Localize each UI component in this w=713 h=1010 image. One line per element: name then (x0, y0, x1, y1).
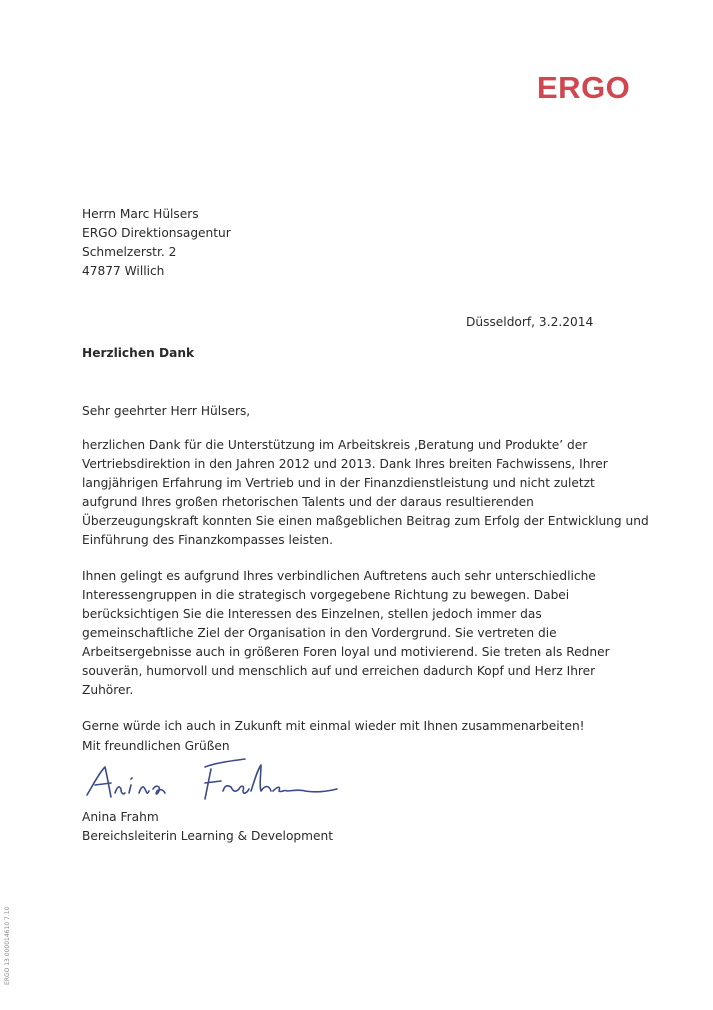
paragraph: Gerne würde ich auch in Zukunft mit einmal wieder mit Ihnen zusammenarbeiten! (82, 719, 585, 733)
paragraph: Ihnen gelingt es aufgrund Ihres verbindlichen Auftretens auch sehr unterschiedliche Interessengruppen in die strategisch vorgegebene Richtung zu bewegen. Dabei berücksichtigen Sie die Interessen des Einzelnen, stellen jedoch immer das gemeinschaftliche Ziel der Organisation in den Vordergrund. Sie vertreten die Arbeitsergebnisse auch in größeren Foren loyal und motivierend. Sie treten als Redner souverän, humorvoll und menschlich auf und erreichen dadurch Kopf und Herz Ihrer Zuhörer. (82, 569, 610, 697)
letter-date: Düsseldorf, 3.2.2014 (466, 315, 594, 329)
letter-subject: Herzlichen Dank (82, 346, 195, 360)
recipient-line: Herrn Marc Hülsers (82, 207, 199, 221)
recipient-line: ERGO Direktionsagentur (82, 226, 231, 240)
form-number: ERGO 13 000014610 7.10 (4, 906, 11, 985)
signer-name: Anina Frahm (82, 810, 159, 824)
paragraph: herzlichen Dank für die Unterstützung im Arbeitskreis ‚Beratung und Produkte’ der Vertriebsdirektion in den Jahren 2012 und 2013. Dank Ihres breiten Fachwissens, Ihrer langjährigen Erfahrung im Vertrieb und in der Finanzdienstleistung und nicht zuletzt aufgrund Ihres großen rhetorischen Talents und der daraus resultierenden Überzeugungskraft konnten Sie einen maßgeblichen Beitrag zum Erfolg der Entwicklung und Einführung des Finanzkompasses leisten. (82, 438, 649, 547)
signer-block (82, 808, 333, 846)
recipient-line: 47877 Willich (82, 264, 165, 278)
closing: Mit freundlichen Grüßen (82, 739, 230, 753)
recipient-line: Schmelzerstr. 2 (82, 245, 177, 259)
recipient-address (82, 205, 231, 281)
handwritten-signature (85, 755, 345, 807)
ergo-logo: ERGO (537, 70, 631, 105)
letter-body (82, 436, 692, 753)
salutation: Sehr geehrter Herr Hülsers, (82, 404, 251, 418)
signer-title: Bereichsleiterin Learning & Development (82, 829, 334, 843)
